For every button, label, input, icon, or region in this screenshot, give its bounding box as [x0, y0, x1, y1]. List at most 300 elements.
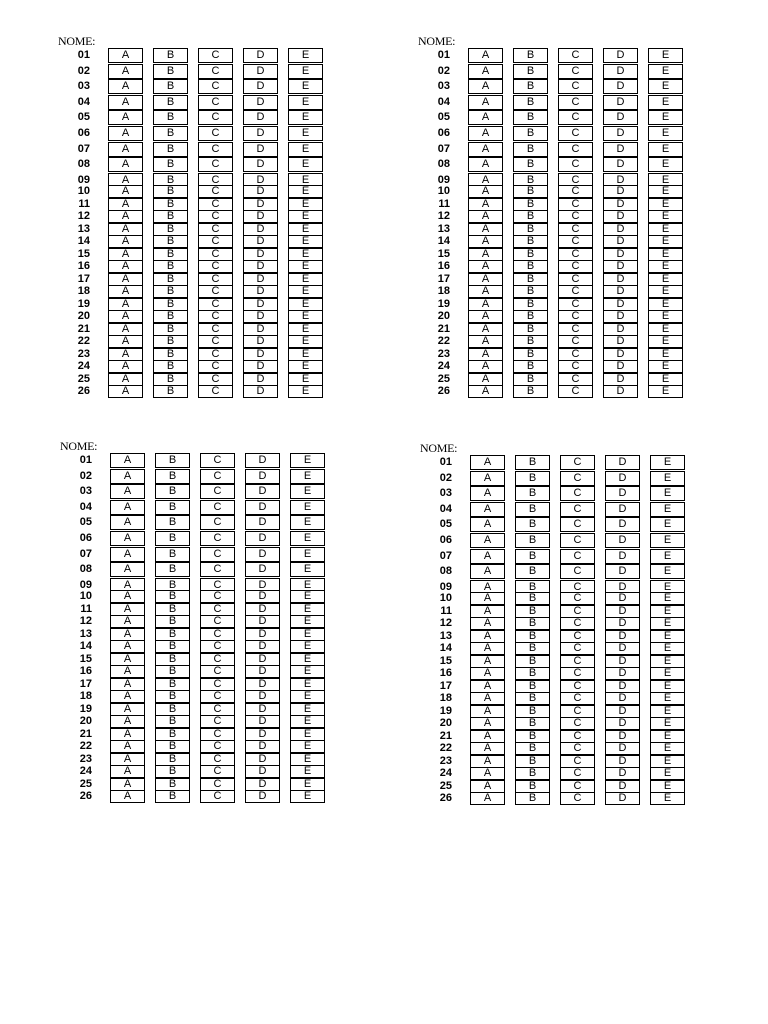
option-d-bubble[interactable]: D [243, 95, 278, 110]
option-a-bubble[interactable]: A [468, 110, 503, 125]
option-c-bubble[interactable]: C [558, 360, 593, 373]
option-d-bubble[interactable]: D [245, 484, 280, 499]
option-c-bubble[interactable]: C [560, 455, 595, 470]
option-c-bubble[interactable]: C [198, 173, 233, 188]
option-e-bubble[interactable]: E [648, 273, 683, 286]
option-b-bubble[interactable]: B [513, 157, 548, 172]
option-c-bubble[interactable]: C [200, 578, 235, 593]
option-b-bubble[interactable]: B [515, 502, 550, 517]
option-d-bubble[interactable]: D [245, 453, 280, 468]
option-d-bubble[interactable]: D [605, 667, 640, 680]
option-e-bubble[interactable]: E [648, 373, 683, 386]
option-a-bubble[interactable]: A [470, 705, 505, 718]
option-b-bubble[interactable]: B [153, 126, 188, 141]
option-d-bubble[interactable]: D [243, 79, 278, 94]
option-d-bubble[interactable]: D [245, 531, 280, 546]
option-e-bubble[interactable]: E [288, 126, 323, 141]
option-b-bubble[interactable]: B [513, 310, 548, 323]
option-a-bubble[interactable]: A [108, 198, 143, 211]
option-c-bubble[interactable]: C [200, 531, 235, 546]
option-b-bubble[interactable]: B [155, 703, 190, 716]
option-b-bubble[interactable]: B [515, 780, 550, 793]
option-c-bubble[interactable]: C [560, 580, 595, 595]
option-c-bubble[interactable]: C [200, 453, 235, 468]
option-d-bubble[interactable]: D [245, 653, 280, 666]
option-d-bubble[interactable]: D [605, 730, 640, 743]
option-d-bubble[interactable]: D [605, 517, 640, 532]
option-c-bubble[interactable]: C [558, 210, 593, 223]
option-d-bubble[interactable]: D [243, 48, 278, 63]
option-c-bubble[interactable]: C [560, 605, 595, 618]
option-b-bubble[interactable]: B [155, 790, 190, 803]
option-b-bubble[interactable]: B [515, 792, 550, 805]
option-a-bubble[interactable]: A [468, 323, 503, 336]
option-a-bubble[interactable]: A [108, 48, 143, 63]
option-e-bubble[interactable]: E [290, 515, 325, 530]
option-a-bubble[interactable]: A [108, 235, 143, 248]
option-c-bubble[interactable]: C [560, 533, 595, 548]
option-a-bubble[interactable]: A [108, 210, 143, 223]
option-b-bubble[interactable]: B [515, 455, 550, 470]
option-a-bubble[interactable]: A [470, 564, 505, 579]
option-e-bubble[interactable]: E [650, 792, 685, 805]
option-e-bubble[interactable]: E [290, 665, 325, 678]
option-c-bubble[interactable]: C [200, 753, 235, 766]
option-d-bubble[interactable]: D [245, 778, 280, 791]
option-a-bubble[interactable]: A [470, 717, 505, 730]
option-b-bubble[interactable]: B [155, 740, 190, 753]
option-b-bubble[interactable]: B [513, 323, 548, 336]
option-b-bubble[interactable]: B [153, 198, 188, 211]
option-b-bubble[interactable]: B [515, 592, 550, 605]
option-c-bubble[interactable]: C [200, 690, 235, 703]
option-d-bubble[interactable]: D [243, 126, 278, 141]
option-a-bubble[interactable]: A [108, 273, 143, 286]
option-d-bubble[interactable]: D [245, 703, 280, 716]
option-a-bubble[interactable]: A [468, 348, 503, 361]
option-e-bubble[interactable]: E [650, 705, 685, 718]
option-a-bubble[interactable]: A [470, 667, 505, 680]
option-b-bubble[interactable]: B [515, 742, 550, 755]
option-c-bubble[interactable]: C [200, 590, 235, 603]
option-d-bubble[interactable]: D [243, 64, 278, 79]
option-b-bubble[interactable]: B [513, 285, 548, 298]
option-a-bubble[interactable]: A [110, 453, 145, 468]
option-b-bubble[interactable]: B [513, 235, 548, 248]
option-e-bubble[interactable]: E [288, 142, 323, 157]
option-a-bubble[interactable]: A [468, 310, 503, 323]
option-a-bubble[interactable]: A [110, 615, 145, 628]
option-b-bubble[interactable]: B [155, 531, 190, 546]
option-b-bubble[interactable]: B [515, 617, 550, 630]
option-b-bubble[interactable]: B [515, 549, 550, 564]
option-d-bubble[interactable]: D [245, 603, 280, 616]
option-b-bubble[interactable]: B [515, 486, 550, 501]
option-a-bubble[interactable]: A [468, 79, 503, 94]
option-c-bubble[interactable]: C [558, 223, 593, 236]
option-d-bubble[interactable]: D [603, 79, 638, 94]
option-b-bubble[interactable]: B [513, 95, 548, 110]
option-d-bubble[interactable]: D [603, 157, 638, 172]
option-e-bubble[interactable]: E [650, 471, 685, 486]
option-e-bubble[interactable]: E [288, 95, 323, 110]
option-a-bubble[interactable]: A [110, 665, 145, 678]
option-d-bubble[interactable]: D [603, 273, 638, 286]
option-e-bubble[interactable]: E [648, 310, 683, 323]
option-b-bubble[interactable]: B [155, 640, 190, 653]
option-e-bubble[interactable]: E [290, 778, 325, 791]
option-c-bubble[interactable]: C [560, 617, 595, 630]
option-a-bubble[interactable]: A [470, 767, 505, 780]
option-d-bubble[interactable]: D [243, 335, 278, 348]
option-c-bubble[interactable]: C [198, 385, 233, 398]
option-c-bubble[interactable]: C [558, 198, 593, 211]
option-a-bubble[interactable]: A [110, 547, 145, 562]
option-a-bubble[interactable]: A [468, 360, 503, 373]
option-d-bubble[interactable]: D [603, 360, 638, 373]
option-a-bubble[interactable]: A [108, 348, 143, 361]
option-d-bubble[interactable]: D [243, 235, 278, 248]
option-e-bubble[interactable]: E [288, 348, 323, 361]
option-b-bubble[interactable]: B [513, 248, 548, 261]
option-b-bubble[interactable]: B [155, 615, 190, 628]
option-b-bubble[interactable]: B [513, 173, 548, 188]
option-a-bubble[interactable]: A [470, 642, 505, 655]
option-e-bubble[interactable]: E [290, 603, 325, 616]
option-a-bubble[interactable]: A [468, 198, 503, 211]
option-c-bubble[interactable]: C [558, 273, 593, 286]
option-c-bubble[interactable]: C [558, 323, 593, 336]
option-a-bubble[interactable]: A [470, 502, 505, 517]
option-a-bubble[interactable]: A [110, 484, 145, 499]
option-b-bubble[interactable]: B [513, 198, 548, 211]
option-e-bubble[interactable]: E [290, 690, 325, 703]
option-e-bubble[interactable]: E [290, 715, 325, 728]
option-b-bubble[interactable]: B [155, 469, 190, 484]
option-d-bubble[interactable]: D [603, 126, 638, 141]
option-c-bubble[interactable]: C [558, 260, 593, 273]
option-d-bubble[interactable]: D [603, 298, 638, 311]
option-b-bubble[interactable]: B [513, 223, 548, 236]
option-a-bubble[interactable]: A [110, 562, 145, 577]
option-e-bubble[interactable]: E [650, 630, 685, 643]
option-a-bubble[interactable]: A [108, 285, 143, 298]
option-a-bubble[interactable]: A [470, 592, 505, 605]
option-c-bubble[interactable]: C [200, 603, 235, 616]
option-b-bubble[interactable]: B [513, 48, 548, 63]
option-a-bubble[interactable]: A [470, 742, 505, 755]
option-e-bubble[interactable]: E [288, 223, 323, 236]
option-e-bubble[interactable]: E [290, 469, 325, 484]
option-e-bubble[interactable]: E [288, 185, 323, 198]
option-d-bubble[interactable]: D [603, 335, 638, 348]
option-d-bubble[interactable]: D [245, 547, 280, 562]
option-a-bubble[interactable]: A [470, 486, 505, 501]
option-d-bubble[interactable]: D [605, 502, 640, 517]
option-d-bubble[interactable]: D [245, 562, 280, 577]
option-b-bubble[interactable]: B [155, 484, 190, 499]
option-e-bubble[interactable]: E [290, 640, 325, 653]
option-b-bubble[interactable]: B [153, 173, 188, 188]
option-c-bubble[interactable]: C [198, 260, 233, 273]
option-d-bubble[interactable]: D [245, 515, 280, 530]
option-b-bubble[interactable]: B [513, 110, 548, 125]
option-e-bubble[interactable]: E [288, 273, 323, 286]
option-c-bubble[interactable]: C [200, 740, 235, 753]
option-d-bubble[interactable]: D [603, 373, 638, 386]
option-d-bubble[interactable]: D [243, 373, 278, 386]
option-a-bubble[interactable]: A [110, 690, 145, 703]
option-e-bubble[interactable]: E [650, 455, 685, 470]
option-a-bubble[interactable]: A [470, 692, 505, 705]
option-a-bubble[interactable]: A [470, 533, 505, 548]
option-e-bubble[interactable]: E [650, 605, 685, 618]
option-d-bubble[interactable]: D [605, 471, 640, 486]
option-d-bubble[interactable]: D [603, 235, 638, 248]
option-d-bubble[interactable]: D [245, 678, 280, 691]
option-a-bubble[interactable]: A [110, 653, 145, 666]
option-c-bubble[interactable]: C [560, 730, 595, 743]
option-c-bubble[interactable]: C [200, 653, 235, 666]
option-b-bubble[interactable]: B [515, 605, 550, 618]
option-d-bubble[interactable]: D [243, 173, 278, 188]
option-b-bubble[interactable]: B [155, 500, 190, 515]
option-c-bubble[interactable]: C [560, 471, 595, 486]
option-c-bubble[interactable]: C [558, 79, 593, 94]
option-e-bubble[interactable]: E [290, 562, 325, 577]
option-c-bubble[interactable]: C [200, 500, 235, 515]
option-c-bubble[interactable]: C [558, 235, 593, 248]
option-b-bubble[interactable]: B [153, 360, 188, 373]
option-d-bubble[interactable]: D [245, 469, 280, 484]
option-c-bubble[interactable]: C [560, 642, 595, 655]
option-e-bubble[interactable]: E [648, 210, 683, 223]
option-d-bubble[interactable]: D [245, 765, 280, 778]
option-a-bubble[interactable]: A [470, 655, 505, 668]
option-a-bubble[interactable]: A [108, 360, 143, 373]
option-b-bubble[interactable]: B [513, 142, 548, 157]
option-b-bubble[interactable]: B [515, 667, 550, 680]
option-d-bubble[interactable]: D [243, 142, 278, 157]
option-d-bubble[interactable]: D [243, 310, 278, 323]
option-a-bubble[interactable]: A [110, 715, 145, 728]
option-d-bubble[interactable]: D [605, 605, 640, 618]
option-a-bubble[interactable]: A [108, 126, 143, 141]
option-d-bubble[interactable]: D [605, 486, 640, 501]
option-d-bubble[interactable]: D [603, 385, 638, 398]
option-d-bubble[interactable]: D [605, 680, 640, 693]
option-c-bubble[interactable]: C [560, 717, 595, 730]
option-b-bubble[interactable]: B [153, 260, 188, 273]
option-a-bubble[interactable]: A [470, 517, 505, 532]
option-c-bubble[interactable]: C [198, 310, 233, 323]
option-d-bubble[interactable]: D [245, 740, 280, 753]
option-b-bubble[interactable]: B [515, 692, 550, 705]
option-e-bubble[interactable]: E [650, 655, 685, 668]
option-b-bubble[interactable]: B [513, 79, 548, 94]
option-c-bubble[interactable]: C [558, 173, 593, 188]
option-d-bubble[interactable]: D [603, 198, 638, 211]
option-b-bubble[interactable]: B [513, 260, 548, 273]
option-c-bubble[interactable]: C [198, 210, 233, 223]
option-a-bubble[interactable]: A [468, 235, 503, 248]
option-e-bubble[interactable]: E [290, 453, 325, 468]
option-d-bubble[interactable]: D [603, 48, 638, 63]
option-a-bubble[interactable]: A [468, 260, 503, 273]
option-b-bubble[interactable]: B [153, 385, 188, 398]
option-c-bubble[interactable]: C [560, 792, 595, 805]
option-e-bubble[interactable]: E [648, 173, 683, 188]
option-a-bubble[interactable]: A [108, 323, 143, 336]
option-d-bubble[interactable]: D [605, 780, 640, 793]
option-b-bubble[interactable]: B [513, 373, 548, 386]
option-b-bubble[interactable]: B [153, 335, 188, 348]
option-e-bubble[interactable]: E [290, 678, 325, 691]
option-a-bubble[interactable]: A [110, 531, 145, 546]
option-c-bubble[interactable]: C [200, 640, 235, 653]
option-c-bubble[interactable]: C [198, 110, 233, 125]
option-a-bubble[interactable]: A [108, 110, 143, 125]
option-d-bubble[interactable]: D [245, 753, 280, 766]
option-e-bubble[interactable]: E [648, 360, 683, 373]
option-a-bubble[interactable]: A [108, 142, 143, 157]
option-e-bubble[interactable]: E [288, 373, 323, 386]
option-b-bubble[interactable]: B [515, 705, 550, 718]
option-d-bubble[interactable]: D [603, 223, 638, 236]
option-b-bubble[interactable]: B [155, 453, 190, 468]
option-e-bubble[interactable]: E [650, 642, 685, 655]
option-c-bubble[interactable]: C [200, 728, 235, 741]
option-d-bubble[interactable]: D [243, 210, 278, 223]
option-c-bubble[interactable]: C [198, 273, 233, 286]
option-a-bubble[interactable]: A [108, 223, 143, 236]
option-c-bubble[interactable]: C [558, 157, 593, 172]
option-a-bubble[interactable]: A [468, 385, 503, 398]
option-b-bubble[interactable]: B [155, 778, 190, 791]
option-e-bubble[interactable]: E [290, 728, 325, 741]
option-c-bubble[interactable]: C [560, 630, 595, 643]
option-b-bubble[interactable]: B [155, 765, 190, 778]
option-e-bubble[interactable]: E [650, 780, 685, 793]
option-d-bubble[interactable]: D [603, 210, 638, 223]
option-a-bubble[interactable]: A [468, 173, 503, 188]
option-d-bubble[interactable]: D [605, 692, 640, 705]
option-c-bubble[interactable]: C [198, 223, 233, 236]
option-e-bubble[interactable]: E [650, 680, 685, 693]
option-c-bubble[interactable]: C [200, 778, 235, 791]
option-e-bubble[interactable]: E [288, 248, 323, 261]
option-e-bubble[interactable]: E [648, 142, 683, 157]
option-a-bubble[interactable]: A [468, 335, 503, 348]
option-c-bubble[interactable]: C [560, 680, 595, 693]
option-a-bubble[interactable]: A [108, 298, 143, 311]
option-d-bubble[interactable]: D [245, 500, 280, 515]
option-b-bubble[interactable]: B [515, 533, 550, 548]
option-a-bubble[interactable]: A [470, 730, 505, 743]
option-e-bubble[interactable]: E [288, 79, 323, 94]
option-a-bubble[interactable]: A [468, 273, 503, 286]
option-b-bubble[interactable]: B [153, 348, 188, 361]
option-e-bubble[interactable]: E [648, 260, 683, 273]
option-d-bubble[interactable]: D [603, 110, 638, 125]
option-c-bubble[interactable]: C [558, 248, 593, 261]
option-c-bubble[interactable]: C [560, 705, 595, 718]
option-d-bubble[interactable]: D [603, 260, 638, 273]
option-b-bubble[interactable]: B [155, 562, 190, 577]
option-c-bubble[interactable]: C [560, 667, 595, 680]
option-c-bubble[interactable]: C [198, 64, 233, 79]
option-a-bubble[interactable]: A [108, 385, 143, 398]
option-d-bubble[interactable]: D [605, 455, 640, 470]
option-c-bubble[interactable]: C [560, 517, 595, 532]
option-e-bubble[interactable]: E [648, 335, 683, 348]
option-b-bubble[interactable]: B [153, 48, 188, 63]
option-b-bubble[interactable]: B [155, 515, 190, 530]
option-b-bubble[interactable]: B [513, 298, 548, 311]
option-c-bubble[interactable]: C [200, 484, 235, 499]
option-e-bubble[interactable]: E [290, 547, 325, 562]
option-e-bubble[interactable]: E [648, 285, 683, 298]
option-c-bubble[interactable]: C [560, 767, 595, 780]
option-d-bubble[interactable]: D [603, 248, 638, 261]
option-e-bubble[interactable]: E [648, 185, 683, 198]
option-c-bubble[interactable]: C [198, 157, 233, 172]
option-b-bubble[interactable]: B [153, 110, 188, 125]
option-d-bubble[interactable]: D [603, 323, 638, 336]
option-c-bubble[interactable]: C [200, 615, 235, 628]
option-c-bubble[interactable]: C [558, 335, 593, 348]
option-b-bubble[interactable]: B [515, 680, 550, 693]
option-c-bubble[interactable]: C [200, 703, 235, 716]
option-d-bubble[interactable]: D [243, 285, 278, 298]
option-e-bubble[interactable]: E [648, 223, 683, 236]
option-b-bubble[interactable]: B [155, 578, 190, 593]
option-e-bubble[interactable]: E [290, 765, 325, 778]
option-e-bubble[interactable]: E [290, 653, 325, 666]
option-e-bubble[interactable]: E [650, 517, 685, 532]
option-c-bubble[interactable]: C [198, 323, 233, 336]
option-d-bubble[interactable]: D [605, 705, 640, 718]
option-a-bubble[interactable]: A [108, 185, 143, 198]
option-e-bubble[interactable]: E [290, 484, 325, 499]
option-a-bubble[interactable]: A [468, 373, 503, 386]
option-e-bubble[interactable]: E [650, 580, 685, 595]
option-b-bubble[interactable]: B [153, 185, 188, 198]
option-b-bubble[interactable]: B [153, 210, 188, 223]
option-b-bubble[interactable]: B [153, 285, 188, 298]
option-c-bubble[interactable]: C [558, 298, 593, 311]
option-b-bubble[interactable]: B [155, 590, 190, 603]
option-e-bubble[interactable]: E [648, 323, 683, 336]
option-b-bubble[interactable]: B [515, 580, 550, 595]
option-b-bubble[interactable]: B [153, 223, 188, 236]
option-a-bubble[interactable]: A [110, 515, 145, 530]
option-a-bubble[interactable]: A [110, 753, 145, 766]
option-c-bubble[interactable]: C [198, 298, 233, 311]
option-c-bubble[interactable]: C [560, 655, 595, 668]
option-a-bubble[interactable]: A [470, 455, 505, 470]
option-a-bubble[interactable]: A [470, 605, 505, 618]
option-d-bubble[interactable]: D [243, 298, 278, 311]
option-a-bubble[interactable]: A [470, 617, 505, 630]
option-a-bubble[interactable]: A [108, 64, 143, 79]
option-b-bubble[interactable]: B [515, 630, 550, 643]
option-c-bubble[interactable]: C [560, 780, 595, 793]
option-d-bubble[interactable]: D [605, 630, 640, 643]
option-b-bubble[interactable]: B [513, 273, 548, 286]
option-a-bubble[interactable]: A [108, 248, 143, 261]
option-c-bubble[interactable]: C [200, 628, 235, 641]
